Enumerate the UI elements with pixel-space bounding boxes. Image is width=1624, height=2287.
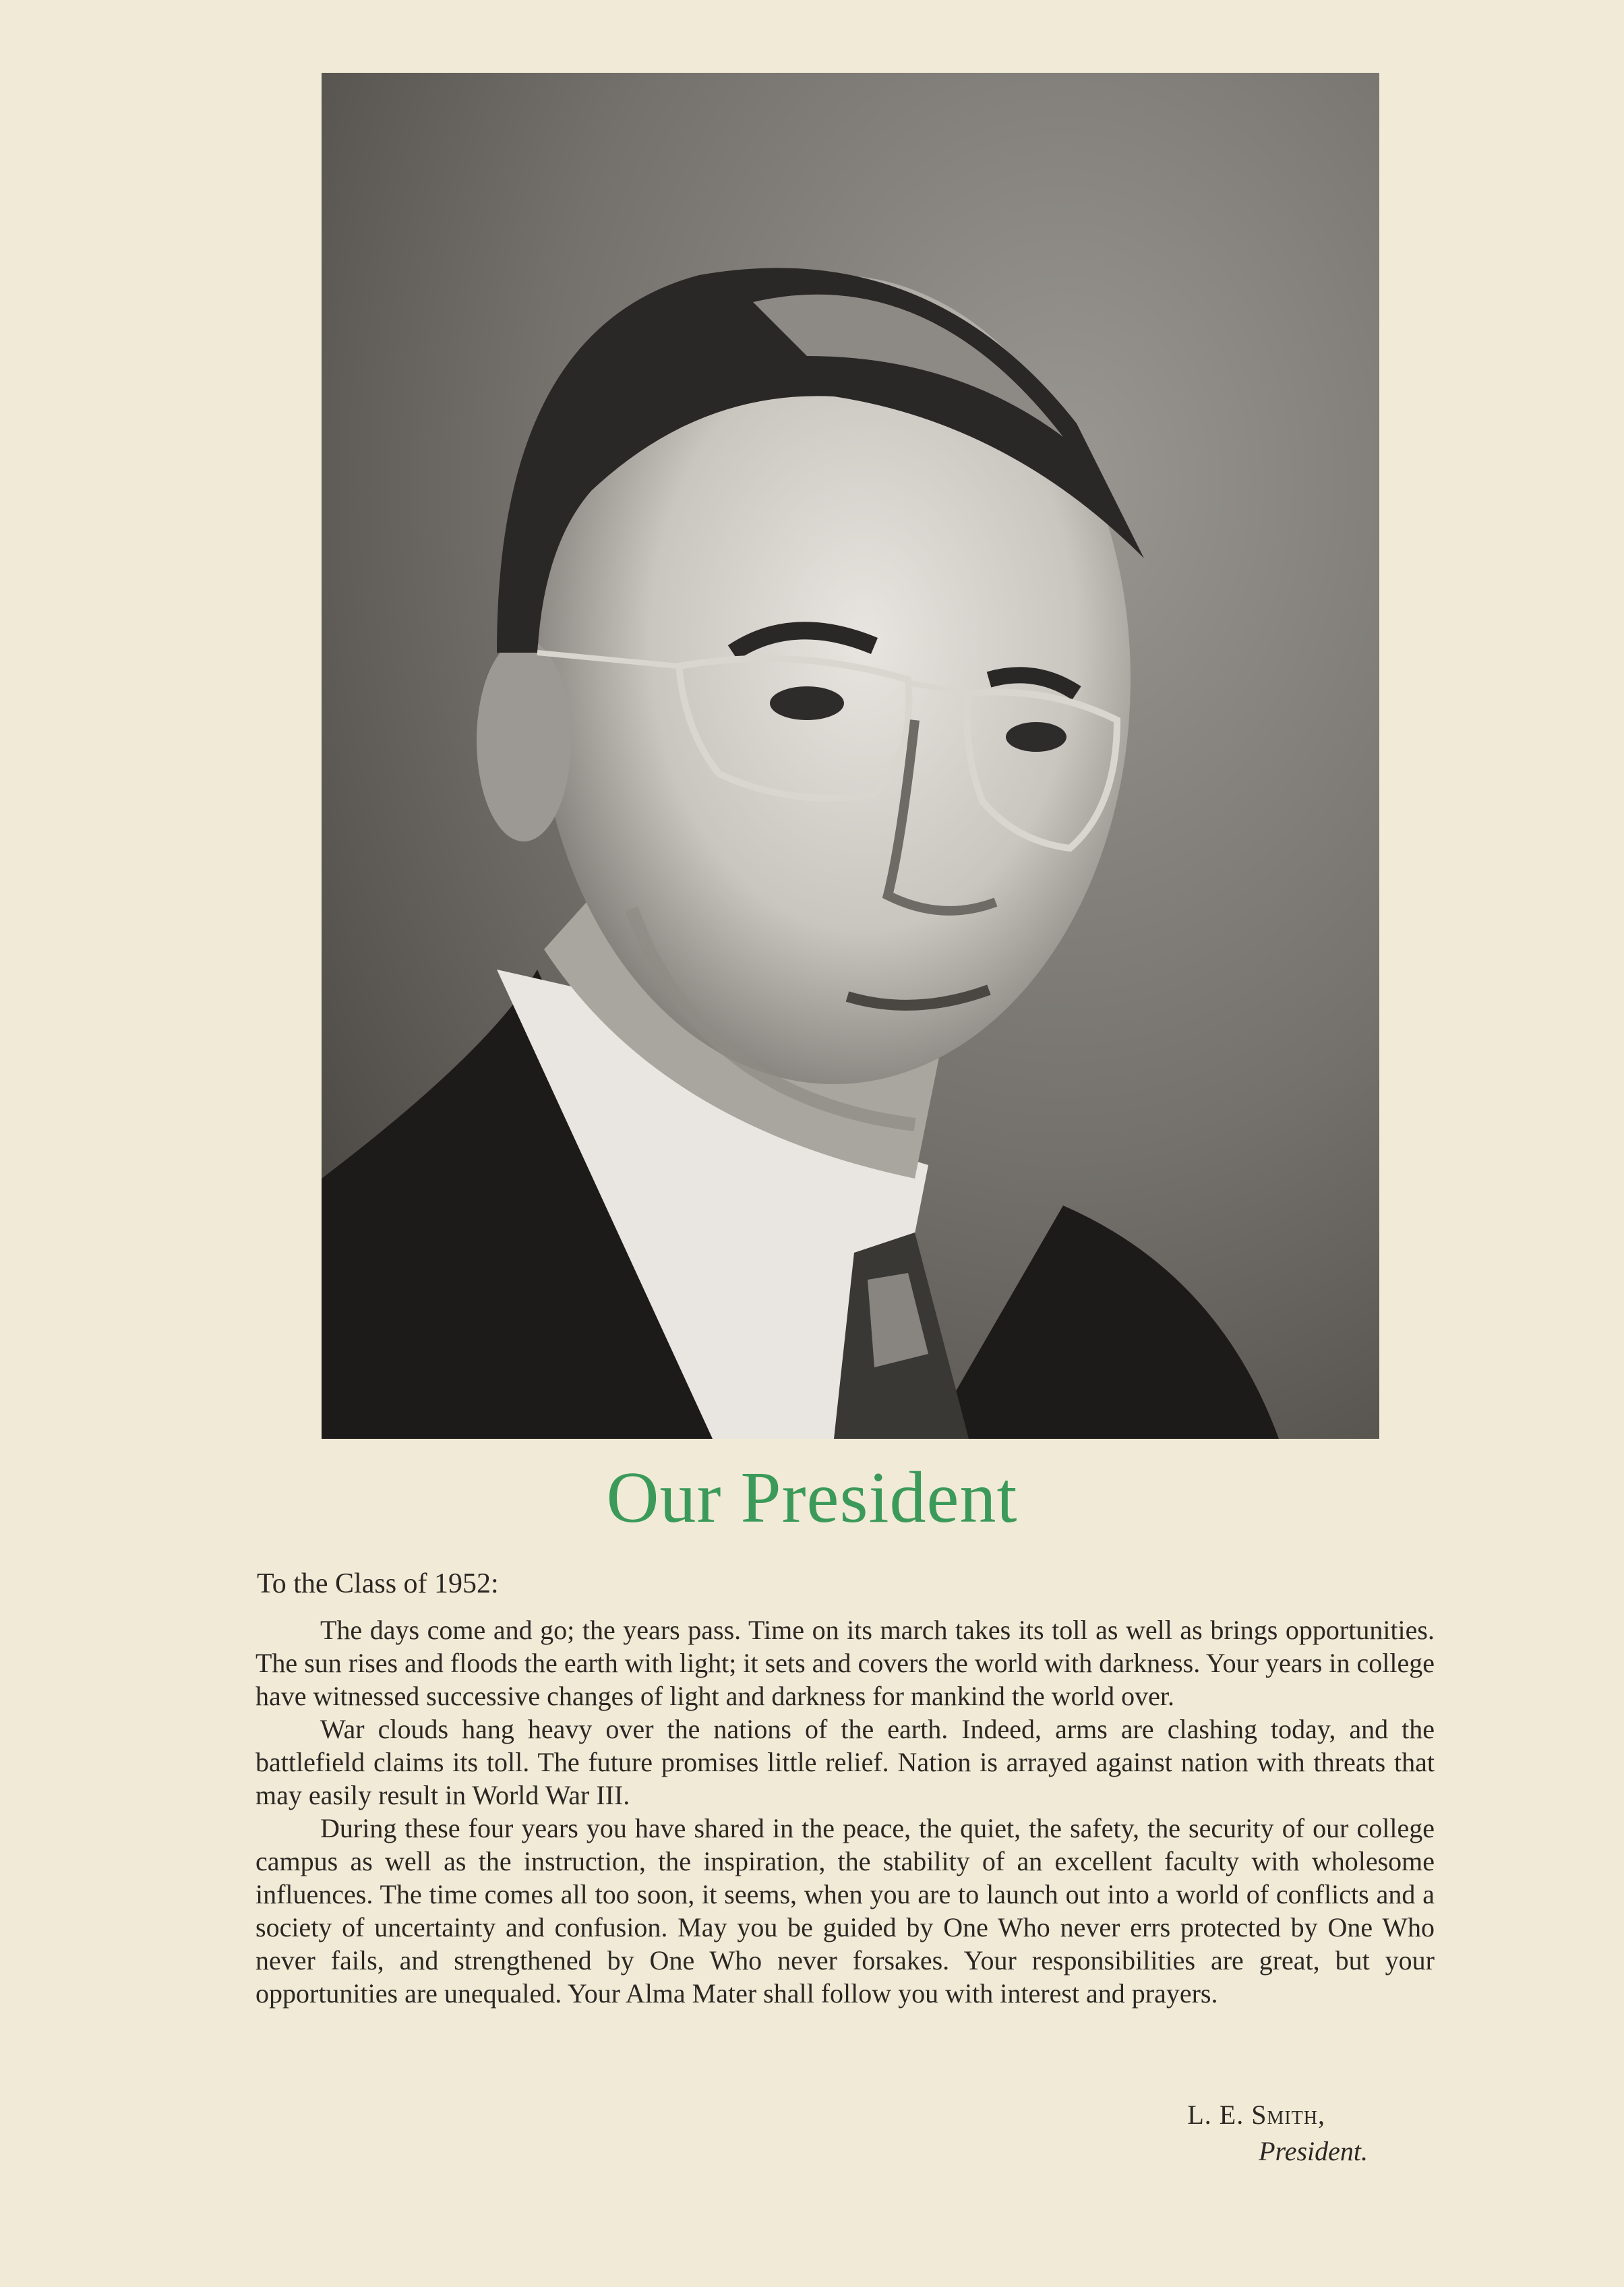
letter-paragraph: War clouds hang heavy over the nations of the earth. Indeed, arms are clashing today, and the battlefield claims its toll. The future promises little relief. Nation is arrayed against nation with threats that may easily result in World War III.	[255, 1714, 1435, 1810]
letter-salutation: To the Class of 1952:	[257, 1568, 499, 1599]
signature-name: L. E. Smith,	[1187, 2100, 1325, 2130]
letter-body	[255, 1613, 1435, 2010]
signature-block	[1187, 2097, 1368, 2170]
page-title: Our President	[606, 1458, 1018, 1538]
portrait-illustration	[322, 73, 1379, 1439]
signature-role: President.	[1259, 2136, 1368, 2166]
letter-paragraph: During these four years you have shared in the peace, the quiet, the safety, the security of our college campus as well as the instruction, the inspiration, the stability of an excellent faculty with wholesome influences. The time comes all too soon, it seems, when you are to launch out into a world of conflicts and a society of uncertainty and confusion. May you be guided by One Who never errs protected by One Who never fails, and strengthened by One Who never forsakes. Your responsibilities are great, but your opportunities are unequaled. Your Alma Mater shall follow you with interest and prayers.	[255, 1813, 1435, 2009]
letter-paragraph: The days come and go; the years pass. Time on its march takes its toll as well as brings opportunities. The sun rises and floods the earth with light; it sets and covers the world with darkness. Your years in college have witnessed successive changes of light and darkness for mankind the world over.	[255, 1615, 1435, 1711]
president-portrait-photo	[322, 73, 1379, 1439]
